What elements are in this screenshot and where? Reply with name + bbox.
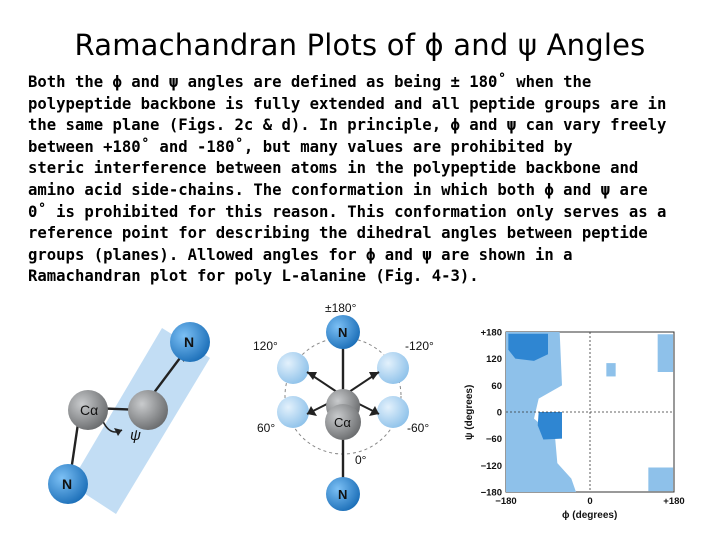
label-60: 60° bbox=[257, 421, 276, 435]
atom-n-bottom-label: N bbox=[338, 487, 348, 502]
label-120: 120° bbox=[253, 339, 278, 353]
x-tick-label: +180 bbox=[663, 496, 685, 507]
paragraph-line: between +180˚ and -180˚, but many values are prohibited by bbox=[28, 137, 573, 156]
region-outer bbox=[606, 363, 615, 376]
y-tick-label: +180 bbox=[480, 327, 502, 339]
x-tick-label: 0 bbox=[587, 496, 593, 507]
paragraph-line: groups (planes). Allowed angles for ϕ and ψ are shown in a bbox=[28, 245, 573, 264]
ramachandran-plot bbox=[458, 322, 690, 524]
y-tick-label: 60 bbox=[491, 380, 502, 392]
region-core bbox=[508, 334, 548, 361]
backbone-figure bbox=[30, 318, 230, 518]
y-tick-label: −60 bbox=[485, 434, 502, 446]
y-tick-label: −180 bbox=[480, 487, 502, 499]
atom-n-top-label: N bbox=[184, 334, 195, 350]
ghost-atom bbox=[377, 396, 409, 428]
paragraph-line: Both the ϕ and ψ angles are defined as being ± 180˚ when the bbox=[28, 73, 592, 91]
ghost-atom bbox=[377, 352, 409, 384]
x-tick-label: −180 bbox=[495, 496, 517, 507]
paragraph-line: 0˚ is prohibited for this reason. This conformation only serves as a bbox=[28, 202, 667, 221]
atom-ca-label: Cα bbox=[80, 402, 99, 418]
region-outer bbox=[648, 468, 673, 492]
label-neg120: -120° bbox=[405, 339, 434, 353]
paragraph-line: polypeptide backbone is fully extended and all peptide groups are in bbox=[28, 94, 667, 113]
paragraph-line: the same plane (Figs. 2c & d). In principle, ϕ and ψ can vary freely bbox=[28, 116, 667, 135]
x-tick-labels bbox=[495, 496, 684, 507]
atom-c bbox=[128, 390, 168, 430]
y-tick-label: 120 bbox=[486, 354, 502, 366]
y-tick-labels bbox=[481, 328, 502, 499]
paragraph-line: amino acid side-chains. The conformation in which both ϕ and ψ are bbox=[28, 180, 648, 199]
y-tick-label: 0 bbox=[496, 407, 502, 419]
paragraph-line: steric interference between atoms in the polypeptide backbone and bbox=[28, 159, 639, 178]
atom-ca-label: Cα bbox=[334, 415, 351, 430]
paragraph-line: Ramachandran plot for poly L-alanine (Fig. 4-3). bbox=[28, 267, 479, 286]
label-neg60: -60° bbox=[407, 421, 430, 435]
ghost-atom bbox=[277, 352, 309, 384]
label-0: 0° bbox=[355, 453, 367, 467]
y-tick-label: −120 bbox=[480, 460, 502, 472]
x-axis-label: ϕ (degrees) bbox=[562, 510, 618, 521]
slide-title: Ramachandran Plots of ϕ and ψ Angles bbox=[74, 28, 646, 62]
ghost-atom bbox=[277, 396, 309, 428]
psi-label: ψ bbox=[130, 427, 141, 444]
atom-n-bottom-label: N bbox=[62, 476, 73, 492]
atom-n-top-label: N bbox=[338, 325, 348, 340]
slide-paragraph bbox=[28, 72, 696, 288]
paragraph-line: reference point for describing the dihedral angles between peptide bbox=[28, 224, 648, 243]
newman-figure bbox=[245, 298, 445, 513]
region-outer bbox=[658, 334, 673, 372]
label-top: ±180° bbox=[325, 301, 357, 315]
y-axis-label: ψ (degrees) bbox=[464, 384, 475, 440]
